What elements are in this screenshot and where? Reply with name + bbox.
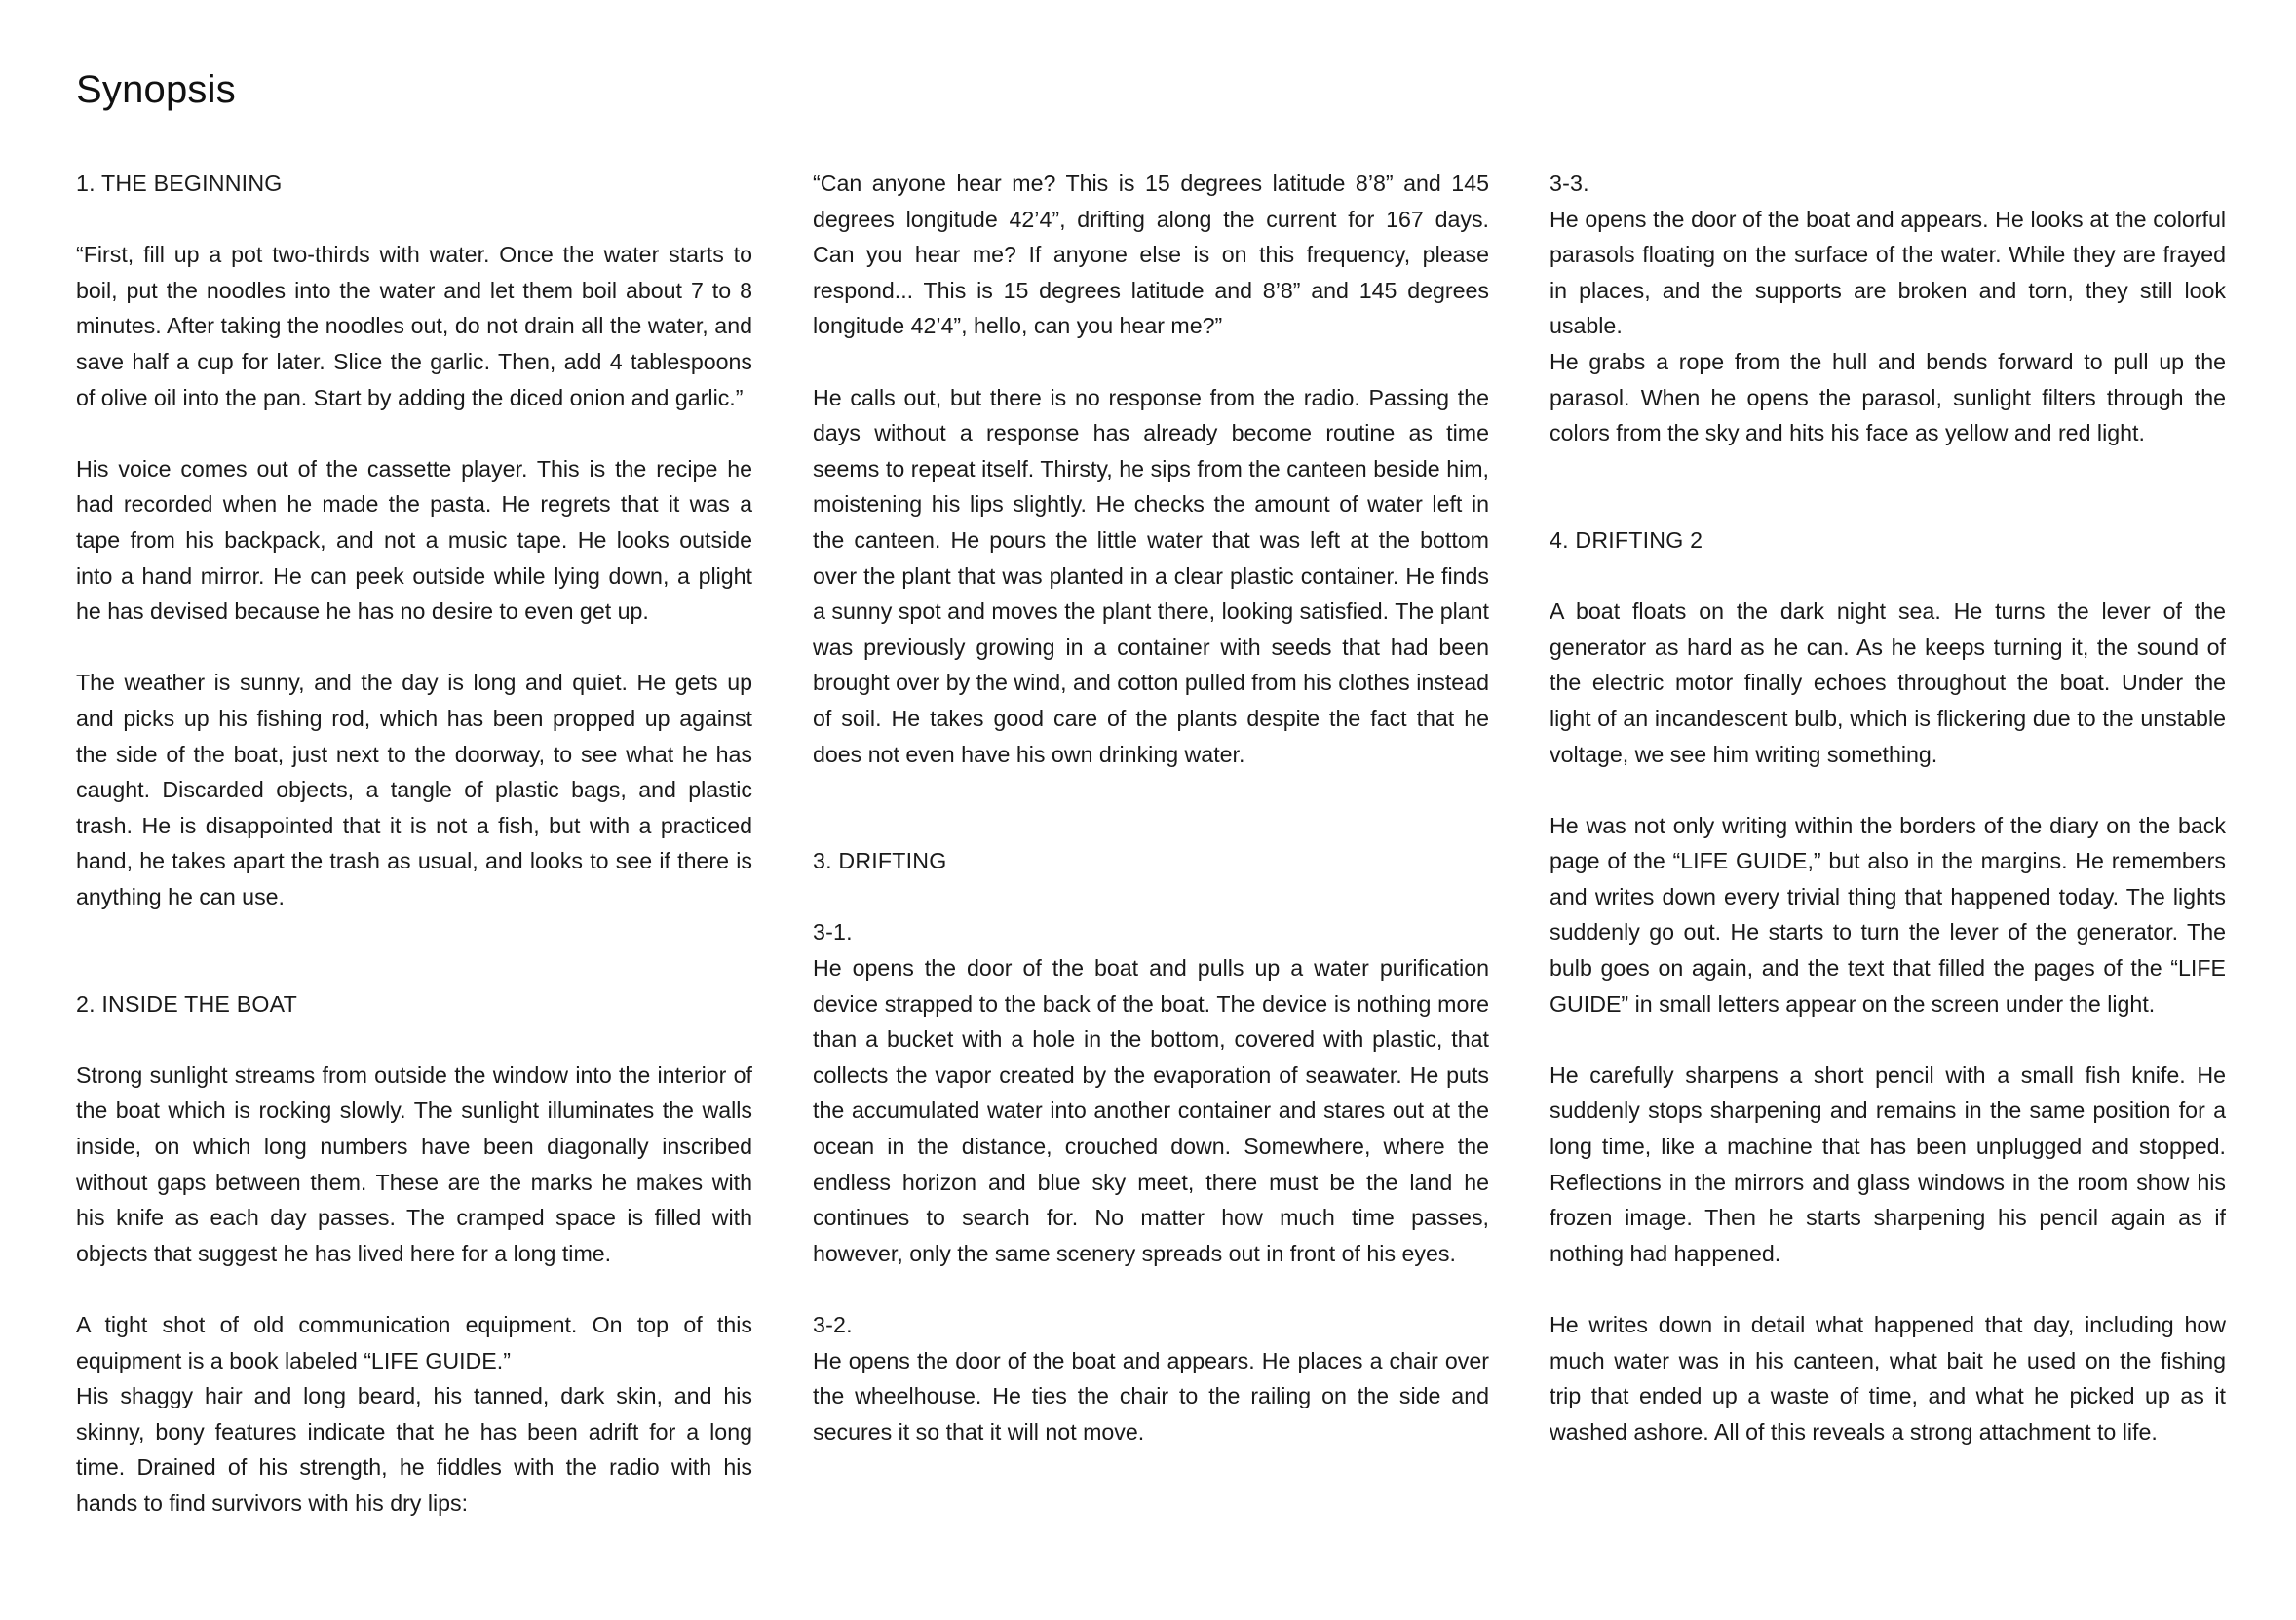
section-heading-drifting: 3. DRIFTING bbox=[813, 848, 947, 874]
paragraph: He opens the door of the boat and appears. He looks at the colorful parasols floating on the surface of the water. While they are frayed in places, and the supports are broken and torn, they still look usable. bbox=[1550, 206, 2226, 339]
column-3 bbox=[1550, 166, 2226, 1449]
paragraph: He writes down in detail what happened that day, including how much water was in his canteen, what bait he used on the fishing trip that ended up a waste of time, and what he picked up as it washed ashore. All of this reveals a strong attachment to life. bbox=[1550, 1312, 2226, 1445]
paragraph: His voice comes out of the cassette player. This is the recipe he had recorded when he made the pasta. He regrets that it was a tape from his backpack, and not a music tape. He looks outside into a hand mirror. He can peek outside while lying down, a plight he has devised because he has no desire to even get up. bbox=[76, 455, 752, 625]
column-2 bbox=[813, 166, 1489, 1449]
paragraph: He was not only writing within the borders of the diary on the back page of the “LIFE GUIDE,” but also in the margins. He remembers and writes down every trivial thing that happened today. The lights suddenly go out. He starts to turn the lever of the generator. The bulb goes on again, and the text that filled the pages of the “LIFE GUIDE” in small letters appear on the screen under the light. bbox=[1550, 812, 2226, 1017]
section-heading-inside-the-boat: 2. INSIDE THE BOAT bbox=[76, 990, 297, 1017]
section-heading-drifting-2: 4. DRIFTING 2 bbox=[1550, 526, 1703, 553]
section-heading-beginning: 1. THE BEGINNING bbox=[76, 171, 283, 196]
paragraph: Strong sunlight streams from outside the window into the interior of the boat which is rocking slowly. The sunlight illuminates the walls inside, on which long numbers have been diagonally inscribed without gaps between them. These are the marks he makes with his knife as each day passes. The cramped space is filled with objects that suggest he has lived here for a long time. bbox=[76, 1061, 752, 1266]
paragraph: He carefully sharpens a short pencil with a small fish knife. He suddenly stops sharpening and remains in the same position for a long time, like a machine that has been unplugged and stopped. Reflections in the mirrors and glass windows in the room show his frozen image. Then he starts sharpening his pencil again as if nothing had happened. bbox=[1550, 1061, 2226, 1266]
paragraph: He calls out, but there is no response from the radio. Passing the days without a response has already become routine as time seems to repeat itself. Thirsty, he sips from the canteen beside him, moistening his lips slightly. He checks the amount of water left in the canteen. He pours the little water that was left at the bottom over the plant that was planted in a clear plastic container. He finds a sunny spot and moves the plant there, looking satisfied. The plant was previously growing in a container with seeds that had been brought over by the wind, and cotton pulled from his clothes instead of soil. He takes good care of the plants despite the fact that he does not even have his own drinking water. bbox=[813, 384, 1489, 767]
column-1 bbox=[76, 166, 752, 1522]
subsection-label-3-2: 3-2. bbox=[813, 1312, 853, 1337]
paragraph: He grabs a rope from the hull and bends forward to pull up the parasol. When he opens the parasol, sunlight filters through the colors from the sky and hits his face as yellow and red light. bbox=[1550, 348, 2226, 446]
paragraph: A boat floats on the dark night sea. He turns the lever of the generator as hard as he can. As he keeps turning it, the sound of the electric motor finally echoes throughout the boat. Under the light of an incandescent bulb, which is flickering due to the unstable voltage, we see him writing something. bbox=[1550, 598, 2226, 767]
page-title: Synopsis bbox=[76, 68, 236, 111]
subsection-label-3-1: 3-1. bbox=[813, 919, 853, 945]
subsection-label-3-3: 3-3. bbox=[1550, 171, 1589, 196]
paragraph: “First, fill up a pot two-thirds with water. Once the water starts to boil, put the noodles into the water and let them boil about 7 to 8 minutes. After taking the noodles out, do not drain all the water, and save half a cup for later. Slice the garlic. Then, add 4 tablespoons of olive oil into the pan. Start by adding the diced onion and garlic.” bbox=[76, 242, 752, 410]
paragraph: His shaggy hair and long beard, his tanned, dark skin, and his skinny, bony features indicate that he has been adrift for a long time. Drained of his strength, he fiddles with the radio with his hands to find survivors with his dry lips: bbox=[76, 1383, 752, 1516]
paragraph: A tight shot of old communication equipment. On top of this equipment is a book labeled “LIFE GUIDE.” bbox=[76, 1312, 752, 1373]
paragraph-radio-call: “Can anyone hear me? This is 15 degrees latitude 8’8” and 145 degrees longitude 42’4”, drifting along the current for 167 days. Can you hear me? If anyone else is on this frequency, please respond... This is 15 degrees latitude and 8’8” and 145 degrees longitude 42’4”, hello, can you hear me?” bbox=[813, 171, 1489, 339]
paragraph: He opens the door of the boat and appears. He places a chair over the wheelhouse. He ties the chair to the railing on the side and secures it so that it will not move. bbox=[813, 1347, 1489, 1445]
paragraph: He opens the door of the boat and pulls up a water purification device strapped to the back of the boat. The device is nothing more than a bucket with a hole in the bottom, covered with plastic, that collects the vapor created by the evaporation of seawater. He puts the accumulated water into another container and stares out at the ocean in the distance, crouched down. Somewhere, where the endless horizon and blue sky meet, there must be the land he continues to search for. No matter how much time passes, however, only the same scenery spreads out in front of his eyes. bbox=[813, 955, 1489, 1266]
paragraph: The weather is sunny, and the day is long and quiet. He gets up and picks up his fishing rod, which has been propped up against the side of the boat, just next to the doorway, to see what he has caught. Discarded objects, a tangle of plastic bags, and plastic trash. He is disappointed that it is not a fish, but with a practiced hand, he takes apart the trash as usual, and looks to see if there is anything he can use. bbox=[76, 670, 752, 909]
